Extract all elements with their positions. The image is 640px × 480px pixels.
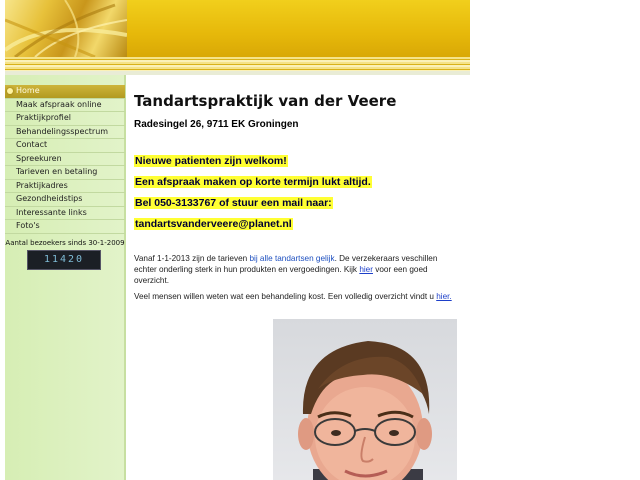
sidebar-menu [5,85,125,234]
sidebar-item-spreekuren[interactable]: Spreekuren [5,153,125,167]
header-stripes [5,57,470,71]
sidebar-item-praktijkprofiel[interactable]: Praktijkprofiel [5,112,125,126]
page-title: Tandartspraktijk van der Veere [134,92,397,110]
sidebar-item-gezondheidstips[interactable]: Gezondheidstips [5,193,125,207]
cost-text: Veel mensen willen weten wat een behandeling kost. Een volledig overzicht vindt u [134,292,437,301]
sidebar-item-tarieven[interactable]: Tarieven en betaling [5,166,125,180]
sidebar-item-praktijkadres[interactable]: Praktijkadres [5,180,125,194]
tariff-text-3: voor een goed overzicht. [134,265,428,285]
tariff-text-2: . De verzekeraars veschillen echter onderling sterk in hun produkten en vergoedingen. Kijk [134,254,438,274]
cost-paragraph [134,291,456,302]
tariff-equal-link[interactable]: bij alle tandartsen gelijk [249,254,335,263]
dentist-photo [273,319,457,480]
highlight-new-patients: Nieuwe patienten zijn welkom! [135,155,287,167]
insurance-overview-link[interactable]: hier [359,265,373,274]
header-banner [5,0,470,57]
header-photo [5,0,127,57]
highlight-phone: Bel 050-3133767 of stuur een mail naar: [135,197,332,209]
sidebar-item-interessante-links[interactable]: Interessante links [5,207,125,221]
sidebar-item-behandelingsspectrum[interactable]: Behandelingsspectrum [5,126,125,140]
cost-overview-link[interactable]: hier. [436,292,452,301]
visitor-counter-label: Aantal bezoekers sinds 30-1-2009 [5,239,125,247]
sidebar-item-fotos[interactable]: Foto's [5,220,125,234]
sidebar-item-maak-afspraak[interactable]: Maak afspraak online [5,99,125,113]
tariff-text-1: Vanaf 1-1-2013 zijn de tarieven [134,254,250,263]
visitor-counter[interactable]: 11420 [27,250,101,270]
main-content [134,90,459,130]
sidebar-item-contact[interactable]: Contact [5,139,125,153]
highlight-appointment: Een afspraak maken op korte termijn lukt altijd. [135,176,371,188]
sidebar-item-home[interactable]: Home [5,85,125,99]
highlight-email: tandartsvanderveere@planet.nl [135,218,292,230]
tariff-paragraph [134,253,456,286]
practice-address: Radesingel 26, 9711 EK Groningen [134,119,299,130]
sidebar [5,75,126,480]
